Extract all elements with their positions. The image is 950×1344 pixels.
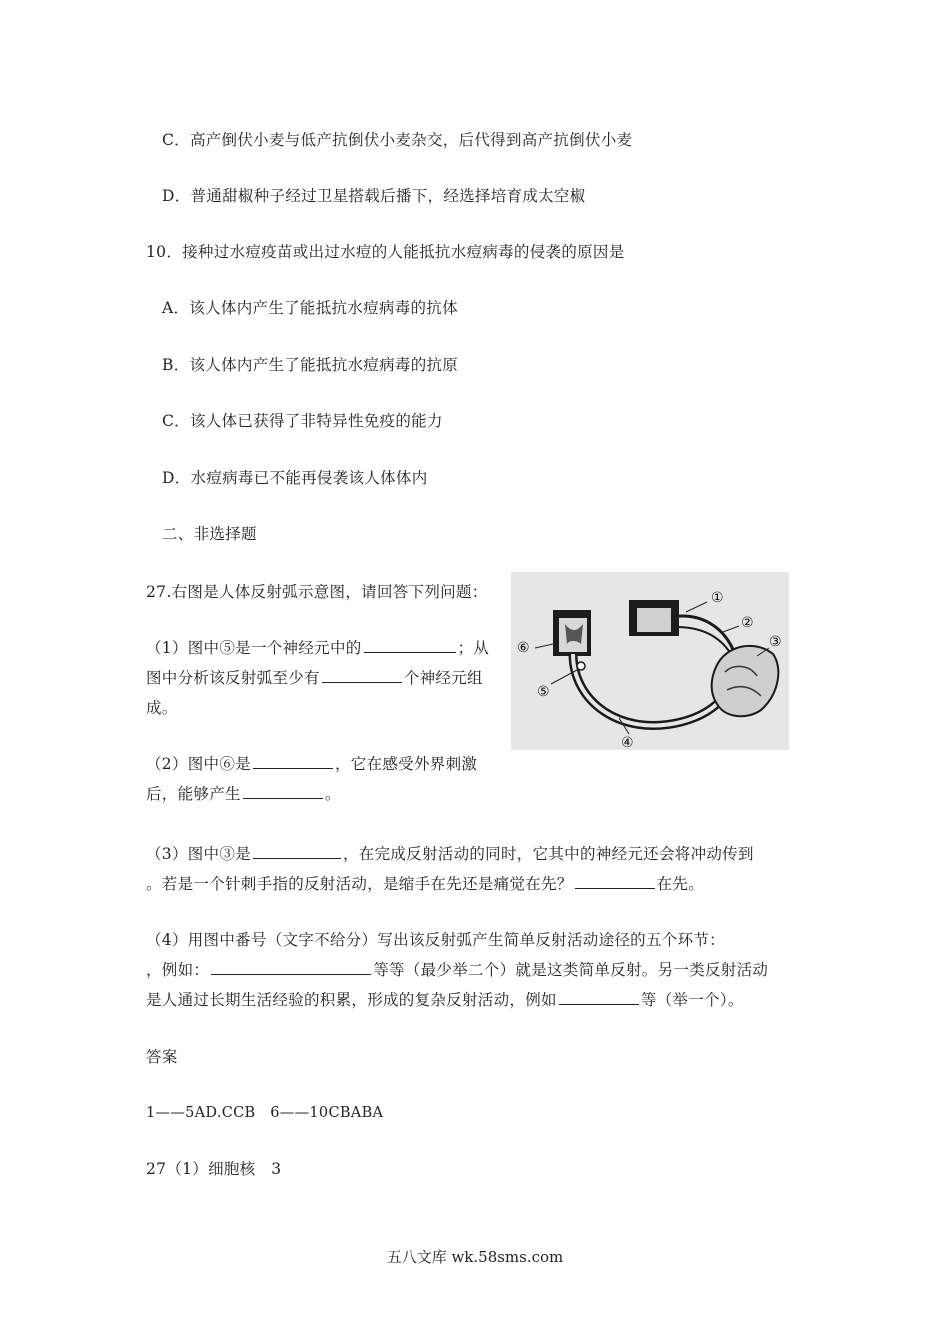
section-heading: 二、非选择题: [162, 525, 257, 543]
label-2: ②: [741, 615, 754, 631]
text: ；从: [457, 639, 490, 657]
ascending-fibre: [671, 616, 736, 657]
q27-part1-line1: [146, 636, 489, 658]
answer-blank[interactable]: [243, 783, 323, 799]
label-4: ④: [621, 735, 634, 750]
answer-blank[interactable]: [253, 843, 341, 859]
q10-option-d: D．水痘病毒已不能再侵袭该人体体内: [162, 469, 428, 487]
text: 是人通过长期生活经验的积累，形成的复杂反射活动，例如: [146, 991, 557, 1009]
reflex-arc-drawing: [511, 572, 789, 750]
answer-blank[interactable]: [211, 959, 371, 975]
q27-part2-line1: [146, 752, 477, 774]
q10-stem: 10．接种过水痘疫苗或出过水痘的人能抵抗水痘病毒的侵袭的原因是: [146, 243, 625, 261]
answer-blank[interactable]: [575, 873, 655, 889]
text: 后，能够产生: [146, 785, 241, 803]
leader-line: [723, 626, 739, 632]
text: 在先。: [656, 875, 705, 893]
q9-option-d: D．普通甜椒种子经过卫星搭载后播下，经选择培育成太空椒: [162, 187, 586, 205]
text: ，例如：: [146, 961, 210, 979]
answer-blank[interactable]: [364, 637, 456, 653]
q27-part4-line1: （4）用图中番号（文字不给分）写出该反射弧产生简单反射活动途径的五个环节：: [146, 931, 725, 949]
answers-line-2: 27（1）细胞核 3: [146, 1160, 282, 1178]
answer-blank[interactable]: [322, 667, 402, 683]
q27-part4-line2: [146, 958, 768, 980]
text: 等（举一个）。: [640, 991, 744, 1009]
text: 。: [324, 785, 341, 803]
leader-line: [686, 602, 707, 612]
text: （3）图中③是: [146, 845, 251, 863]
label-5: ⑤: [537, 684, 550, 700]
label-6: ⑥: [517, 640, 530, 656]
q27-part1-line2: [146, 666, 483, 688]
text: ，在完成反射活动的同时，它其中的神经元还会将冲动传到: [342, 845, 754, 863]
q27-part3-line2: [146, 872, 704, 894]
text: 图中分析该反射弧至少有: [146, 669, 320, 687]
q10-option-a: A．该人体内产生了能抵抗水痘病毒的抗体: [162, 299, 458, 317]
label-1: ①: [711, 590, 724, 606]
q27-part1-line3: 成。: [146, 699, 178, 717]
q27-part3-line1: [146, 842, 754, 864]
text: 个神经元组: [403, 669, 483, 687]
q27-stem: 27.右图是人体反射弧示意图，请回答下列问题：: [146, 583, 488, 601]
brain-section: [637, 608, 671, 632]
q27-part4-line3: [146, 988, 744, 1010]
answer-blank[interactable]: [253, 753, 333, 769]
neuron-cell-body: [577, 662, 585, 670]
leader-line: [535, 644, 553, 648]
q27-part2-line2: [146, 782, 341, 804]
q9-option-c: C．高产倒伏小麦与低产抗倒伏小麦杂交，后代得到高产抗倒伏小麦: [162, 131, 633, 149]
footer-watermark: 五八文库 wk.58sms.com: [386, 1248, 564, 1266]
q10-option-b: B．该人体内产生了能抵抗水痘病毒的抗原: [162, 356, 459, 374]
text: 。若是一个针刺手指的反射活动，是缩手在先还是痛觉在先？: [146, 875, 573, 893]
answers-line-1: 1——5AD.CCB 6——10CBABA: [146, 1105, 384, 1121]
label-3: ③: [769, 634, 782, 650]
text: ，它在感受外界刺激: [334, 755, 478, 773]
answers-title: 答案: [146, 1048, 178, 1066]
answer-blank[interactable]: [559, 989, 639, 1005]
hand-shape: [712, 646, 779, 716]
text: （2）图中⑥是: [146, 755, 251, 773]
q10-option-c: C．该人体已获得了非特异性免疫的能力: [162, 412, 443, 430]
text: 等等（最少举二个）就是这类简单反射。另一类反射活动: [373, 961, 769, 979]
reflex-arc-figure: [511, 572, 789, 750]
text: （1）图中⑤是一个神经元中的: [146, 639, 362, 657]
